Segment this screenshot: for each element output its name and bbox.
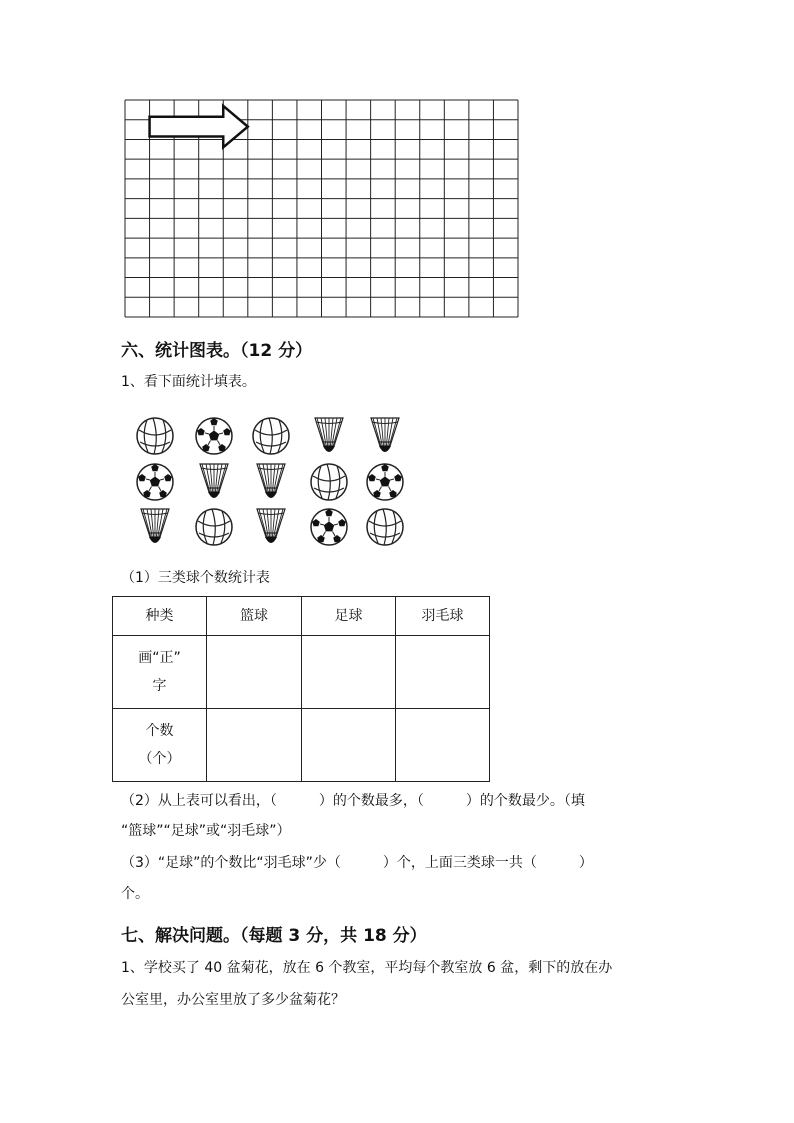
section7-q1-line2: 公室里，办公室里放了多少盆菊花？ (121, 992, 345, 1008)
shuttlecock-icon (257, 509, 285, 543)
ball-count-table (112, 596, 490, 782)
table-header-cell: 足球 (302, 597, 396, 636)
shuttlecock-icon (200, 464, 228, 498)
section6-title: 六、统计图表。（12 分） (121, 341, 313, 361)
basketball-icon (367, 509, 403, 545)
section7-q1-line1: 1、学校买了 40 盆菊花，放在 6 个教室，平均每个教室放 6 盆，剩下的放在办 (121, 960, 613, 976)
basketball-icon (253, 418, 289, 454)
basketball-icon (311, 464, 347, 500)
question-2-line1: （2）从上表可以看出，（ ）的个数最多，（ ）的个数最少。（填 (121, 793, 585, 809)
table-row-label (113, 636, 207, 709)
soccer-icon (367, 464, 403, 500)
shuttlecock-icon (257, 464, 285, 498)
section7-title: 七、解决问题。（每题 3 分，共 18 分） (121, 926, 427, 946)
question-3-line1: （3）“足球”的个数比“羽毛球”少（ ）个，上面三类球一共（ ） (121, 855, 593, 871)
question-3-line2: 个。 (121, 886, 149, 902)
blank-answer-cell[interactable] (207, 709, 302, 782)
row-label-line: 个数 (145, 723, 174, 739)
blank-answer-cell[interactable] (207, 636, 302, 709)
table-caption: （1）三类球个数统计表 (121, 570, 270, 586)
table-row (113, 709, 490, 782)
basketball-icon (196, 509, 232, 545)
blank-answer-cell[interactable] (396, 709, 490, 782)
soccer-icon (196, 418, 232, 454)
soccer-icon (137, 464, 173, 500)
table-header-row (113, 597, 490, 636)
question-2-line2: “篮球”“足球”或“羽毛球”） (121, 823, 291, 839)
blank-answer-cell[interactable] (302, 636, 396, 709)
table-header-cell: 种类 (113, 597, 207, 636)
table-header-cell: 篮球 (207, 597, 302, 636)
table-row-label (113, 709, 207, 782)
table-header-cell: 羽毛球 (396, 597, 490, 636)
section6-q1-intro: 1、看下面统计填表。 (121, 374, 256, 390)
balls-picture (132, 413, 412, 549)
basketball-icon (137, 418, 173, 454)
soccer-icon (311, 509, 347, 545)
blank-answer-cell[interactable] (302, 709, 396, 782)
blank-answer-cell[interactable] (396, 636, 490, 709)
table-row (113, 636, 490, 709)
row-label-line: 画“正” (138, 650, 181, 666)
shuttlecock-icon (315, 418, 343, 452)
shuttlecock-icon (371, 418, 399, 452)
grid-paper (124, 99, 519, 318)
shuttlecock-icon (141, 509, 169, 543)
row-label-line: （个） (138, 751, 181, 767)
row-label-line: 字 (152, 678, 167, 694)
grid-lines (124, 99, 519, 318)
